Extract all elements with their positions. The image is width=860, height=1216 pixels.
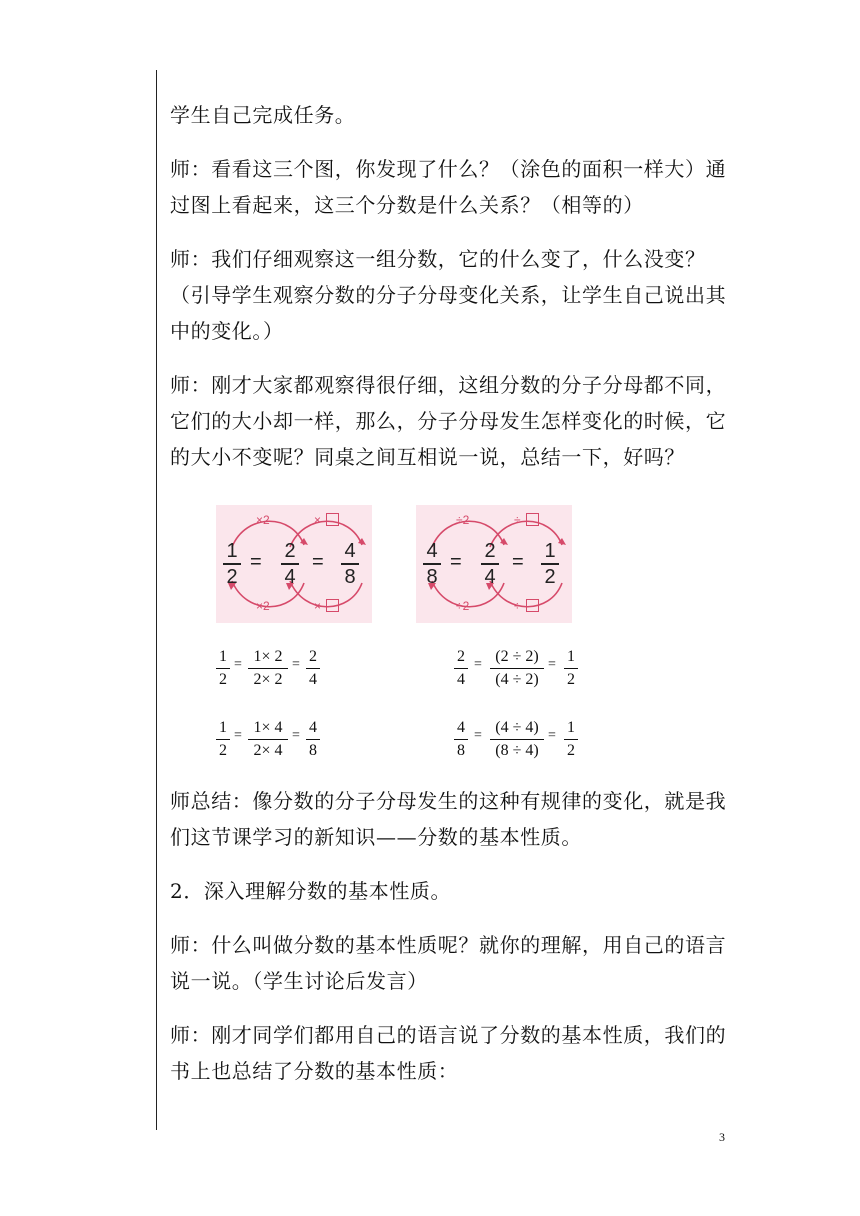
- eq-fraction: 1 2: [564, 647, 578, 690]
- multiply-2-bottom-label: ×2: [256, 599, 270, 613]
- left-margin-line: [156, 70, 157, 1130]
- fraction-1-2: 1 2: [540, 541, 560, 587]
- equals-sign: =: [474, 728, 482, 743]
- fraction-4-8: 4 8: [340, 541, 360, 587]
- paragraph-summary: 师总结：像分数的分子分母发生的这种有规律的变化，就是我们这节课学习的新知识——分数的基本性质。: [170, 789, 727, 849]
- equals-sign: =: [312, 551, 324, 573]
- eq-fraction: 4 8: [306, 718, 320, 761]
- equation-3: [216, 718, 326, 778]
- eq-fraction: 1 2: [216, 647, 230, 690]
- equation-1: [216, 647, 326, 707]
- divide-blank-top-label: ÷: [514, 513, 521, 527]
- paragraph-question: 师：什么叫做分数的基本性质呢？就你的理解，用自己的语言说一说。（学生讨论后发言）: [170, 933, 727, 993]
- equals-sign: =: [292, 728, 300, 743]
- blank-box-icon: [526, 513, 539, 526]
- blank-box-icon: [526, 599, 539, 612]
- equals-sign: =: [474, 657, 482, 672]
- multiply-blank-bottom-label: ×: [314, 599, 322, 613]
- paragraph-observe-fractions: 师：我们仔细观察这一组分数，它的什么变了，什么没变？（引导学生观察分数的分子分母变化关系，让学生自己说出其中的变化。）: [170, 247, 727, 343]
- fraction-2-4: 2 4: [480, 541, 500, 587]
- paragraph-observe-figures: 师：看看这三个图，你发现了什么？（涂色的面积一样大）通过图上看起来，这三个分数是什么关系？（相等的）: [170, 157, 727, 217]
- divide-2-top-label: ÷2: [456, 513, 470, 527]
- divide-blank-bottom-label: ÷: [514, 599, 521, 613]
- equals-sign: =: [548, 657, 556, 672]
- eq-fraction: (4 ÷ 4) (8 ÷ 4): [490, 718, 544, 761]
- fraction-4-8: 4 8: [422, 541, 442, 587]
- eq-fraction: 1× 2 2× 2: [248, 647, 288, 690]
- blank-box-icon: [326, 599, 339, 612]
- multiply-2-top-label: ×2: [256, 513, 270, 527]
- paragraph-task: 学生自己完成任务。: [170, 103, 356, 127]
- equals-sign: =: [292, 657, 300, 672]
- eq-fraction: (2 ÷ 2) (4 ÷ 2): [490, 647, 544, 690]
- eq-fraction: 4 8: [454, 718, 468, 761]
- equals-sign: =: [450, 551, 462, 573]
- section-heading-2: 2．深入理解分数的基本性质。: [170, 879, 452, 903]
- paragraph-book-summary: 师：刚才同学们都用自己的语言说了分数的基本性质，我们的书上也总结了分数的基本性质：: [170, 1023, 727, 1083]
- eq-fraction: 1× 4 2× 4: [248, 718, 288, 761]
- eq-fraction: 2 4: [454, 647, 468, 690]
- paragraph-discussion: 师：刚才大家都观察得很仔细，这组分数的分子分母都不同，它们的大小却一样，那么，分子分母发生怎样变化的时候，它的大小不变呢？同桌之间互相说一说，总结一下，好吗？: [170, 373, 727, 469]
- equals-sign: =: [548, 728, 556, 743]
- eq-fraction: 1 2: [564, 718, 578, 761]
- fraction-diagram-divide: [416, 505, 572, 623]
- fraction-diagram-multiply: [216, 505, 372, 623]
- page-number: 3: [719, 1130, 725, 1144]
- eq-fraction: 2 4: [306, 647, 320, 690]
- equation-4: [454, 718, 584, 778]
- equation-2: [454, 647, 584, 707]
- fraction-1-2: 1 2: [222, 541, 242, 587]
- equals-sign: =: [234, 728, 242, 743]
- fraction-2-4: 2 4: [280, 541, 300, 587]
- multiply-blank-top-label: ×: [314, 513, 322, 527]
- blank-box-icon: [326, 513, 339, 526]
- equals-sign: =: [250, 551, 262, 573]
- equals-sign: =: [512, 551, 524, 573]
- divide-2-bottom-label: ÷2: [456, 599, 470, 613]
- eq-fraction: 1 2: [216, 718, 230, 761]
- equals-sign: =: [234, 657, 242, 672]
